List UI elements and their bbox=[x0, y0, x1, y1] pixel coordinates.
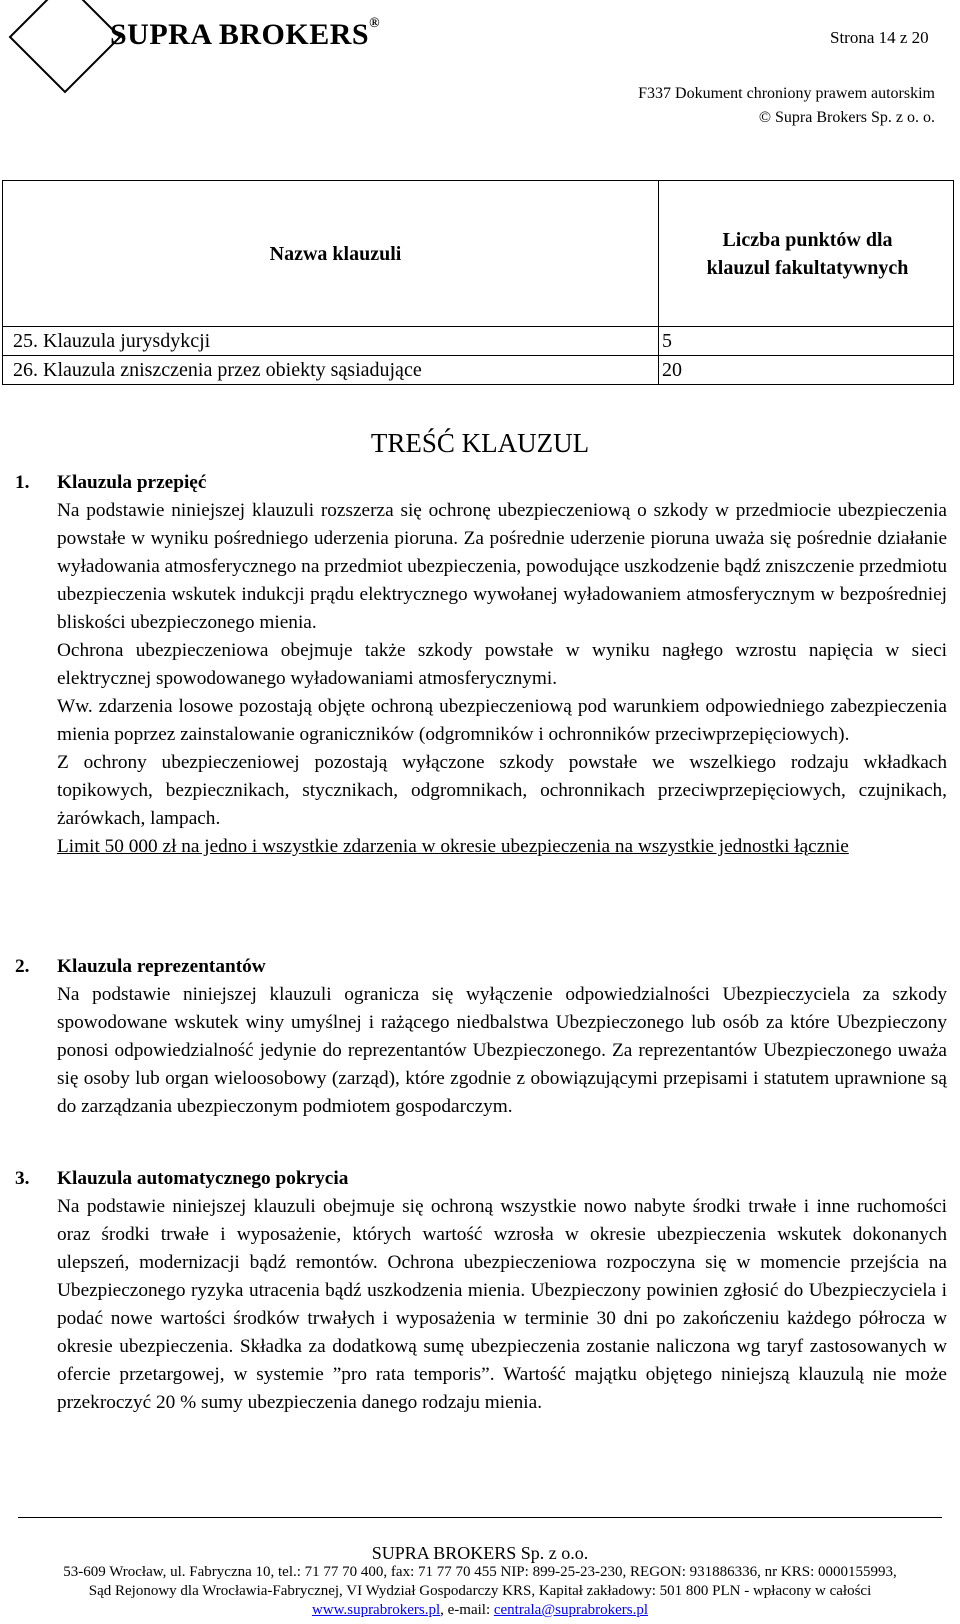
footer-divider bbox=[18, 1517, 942, 1518]
clause-2-title: Klauzula reprezentantów bbox=[57, 956, 266, 977]
email-prefix: , e-mail: bbox=[440, 1602, 494, 1618]
column-header-points: Liczba punktów dla klauzul fakultatywnych bbox=[659, 181, 954, 327]
footer-company: SUPRA BROKERS Sp. z o.o. bbox=[371, 1543, 589, 1563]
registered-mark: ® bbox=[369, 16, 381, 31]
footer-court: Sąd Rejonowy dla Wrocławia-Fabrycznej, VI Wydział Gospodarczy KRS, Kapitał zakładowy: 501 800 PLN - wpłacony w całości bbox=[88, 1583, 872, 1599]
copyright-line: © Supra Brokers Sp. z o. o. bbox=[758, 109, 935, 126]
clause-3-title: Klauzula automatycznego pokrycia bbox=[57, 1168, 349, 1189]
clause-1-title: Klauzula przepięć bbox=[57, 472, 207, 493]
clause-paragraph: Ochrona ubezpieczeniowa obejmuje także szkody powstałe w wyniku nagłego wzrostu napięcia w sieci elektrycznej spowodowanego wyładowaniami atmosferycznymi. bbox=[57, 640, 947, 689]
page-indicator: Strona 14 z 20 bbox=[830, 28, 929, 47]
clause-3-number: 3. bbox=[15, 1168, 30, 1189]
clause-1-number: 1. bbox=[15, 472, 30, 493]
points-cell: 20 bbox=[659, 356, 954, 385]
table-row bbox=[3, 356, 954, 385]
document-code: F337 Dokument chroniony prawem autorskim bbox=[638, 85, 935, 102]
table-header-row bbox=[3, 181, 954, 327]
clause-name-cell: 25. Klauzula jurysdykcji bbox=[3, 327, 659, 356]
clause-3-body bbox=[57, 1193, 947, 1417]
clause-paragraph: Na podstawie niniejszej klauzuli rozszerza się ochronę ubezpieczeniową o szkody w przedmiocie ubezpieczenia powstałe w wyniku pośredniego uderzenia pioruna. Za pośrednie uderzenie pioruna uważa się pośrednie działanie wyładowania atmosferycznego na przedmiot ubezpieczenia, powodujące uszkodzenie bądź zniszczenie przedmiotu ubezpieczenia wskutek indukcji prądu elektrycznego wywołanej wyładowaniem atmosferycznym w bezpośredniej bliskości ubezpieczonego mienia. bbox=[57, 500, 947, 633]
clause-paragraph: Na podstawie niniejszej klauzuli obejmuje się ochroną wszystkie nowo nabyte środki trwałe i inne ruchomości oraz środki trwałe i wyposażenie, których wartość wzrosła w okresie ubezpieczenia wskutek dokonanych ulepszeń, modernizacji bądź remontów. Ochrona ubezpieczeniowa rozpoczyna się w momencie przejścia na Ubezpieczonego ryzyka utracenia bądź uszkodzenia mienia. Ubezpieczony powinien zgłosić do Ubezpieczyciela i podać nowe wartości środków trwałych i wyposażenia w terminie 30 dni po zakończeniu każdego półrocza w okresie ubezpieczenia. Składka za dodatkową sumę ubezpieczenia zostanie naliczona wg taryf zastosowanych w ofercie przetargowej, w systemie ”pro rata temporis”. Wartość majątku objętego niniejszą klauzulą nie może przekroczyć 20 % sumy ubezpieczenia danego rodzaju mienia. bbox=[57, 1196, 947, 1413]
email-link[interactable]: centrala@suprabrokers.pl bbox=[493, 1602, 649, 1618]
table-row bbox=[3, 327, 954, 356]
clause-limit: Limit 50 000 zł na jedno i wszystkie zdarzenia w okresie ubezpieczenia na wszystkie jednostki łącznie bbox=[57, 836, 849, 857]
footer-contact bbox=[0, 1601, 960, 1620]
clause-paragraph: Na podstawie niniejszej klauzuli ogranicza się wyłączenie odpowiedzialności Ubezpieczyciela za szkody spowodowane wskutek winy umyślnej i rażącego niedbalstwa Ubezpieczonego lub osób za które Ubezpieczony ponosi odpowiedzialność jedynie do reprezentantów Ubezpieczonego. Za reprezentantów Ubezpieczonego uważa się osoby lub organ wieloosobowy (zarząd), które zgodnie z obowiązującymi przepisami i statutem uprawnione są do zarządzania ubezpieczonym podmiotem gospodarczym. bbox=[57, 984, 947, 1117]
copyright-note bbox=[638, 82, 935, 130]
column-header-clause-name: Nazwa klauzuli bbox=[3, 181, 659, 327]
section-title: TREŚĆ KLAUZUL bbox=[370, 428, 590, 458]
clause-name-cell: 26. Klauzula zniszczenia przez obiekty sąsiadujące bbox=[3, 356, 659, 385]
clause-2-body bbox=[57, 981, 947, 1121]
clause-points-table bbox=[2, 180, 954, 385]
brand-name: SUPRA BROKERS® bbox=[110, 16, 381, 51]
clause-paragraph: Z ochrony ubezpieczeniowej pozostają wyłączone szkody powstałe we wszelkiego rodzaju wkładkach topikowych, bezpiecznikach, stycznikach, odgromnikach, ochronnikach przeciwprzepięciowych, czujnikach, żarówkach, lampach. bbox=[57, 752, 947, 829]
brand-logo-diamond-icon bbox=[6, 0, 124, 96]
clause-1-body bbox=[57, 497, 947, 861]
website-link[interactable]: www.suprabrokers.pl bbox=[311, 1602, 441, 1618]
clause-paragraph: Ww. zdarzenia losowe pozostają objęte ochroną ubezpieczeniową pod warunkiem odpowiedniego zabezpieczenia mienia poprzez zainstalowanie ograniczników (odgromników i ochronników przeciwprzepięciowych). bbox=[57, 696, 947, 745]
footer bbox=[0, 1544, 960, 1620]
clause-2-number: 2. bbox=[15, 956, 30, 977]
footer-address: 53-609 Wrocław, ul. Fabryczna 10, tel.: 71 77 70 400, fax: 71 77 70 455 NIP: 899-25-23-230, REGON: 931886336, nr KRS: 0000155993, bbox=[63, 1564, 897, 1580]
points-cell: 5 bbox=[659, 327, 954, 356]
